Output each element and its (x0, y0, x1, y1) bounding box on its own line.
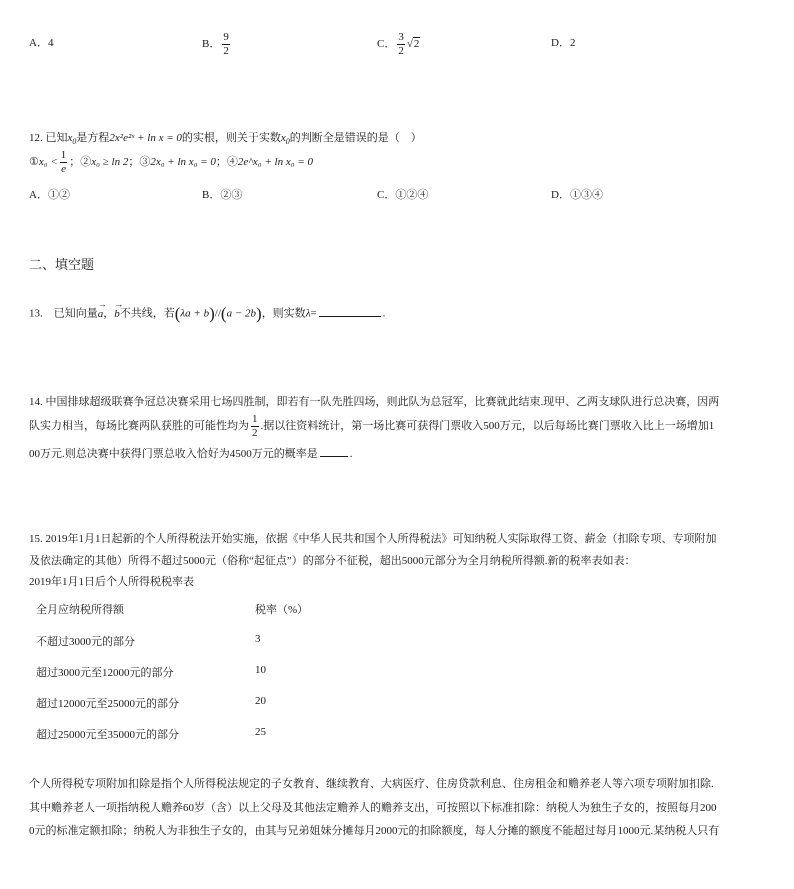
q12-sep3: ；④ (215, 156, 238, 169)
fraction-numerator: 3 (398, 31, 404, 43)
q13-mid: 不共线，若 (119, 307, 175, 320)
q12-stmt3: 2x₀ + ln x₀ = 0 (150, 156, 216, 169)
paren-close-icon: ) (209, 304, 215, 323)
q14-line1: 14. 中国排球超级联赛争冠总决赛采用七场四胜制，即若有一队先胜四场，则此队为总冠军，比赛就此结束.现甲、乙两支球队进行总决赛，因两 (29, 396, 720, 408)
q13-sep: ， (103, 307, 115, 320)
q12-var-x0: $x_0$ (67, 132, 77, 147)
table-row-rate: 25 (255, 726, 266, 738)
sqrt-icon: √ (406, 38, 413, 51)
arrow-icon: → (114, 298, 124, 309)
q12-sep2: ；③ (128, 156, 151, 169)
q13-lambda: λ (305, 307, 311, 320)
q12-stem-suffix: 的实根，则关于实数 (181, 132, 281, 144)
q12-stem-end: 的判断全是错误的是（ ） (289, 132, 422, 144)
q14-half-fraction (251, 414, 259, 439)
paren-open-icon: ( (220, 304, 227, 323)
q12-option-b: B．②③ (202, 189, 243, 201)
q15-para-line1: 个人所得税专项附加扣除是指个人所得税法规定的子女教育、继续教育、大病医疗、住房贷款利息、住房租金和赡养老人等六项专项附加扣除. (29, 778, 714, 790)
answer-blank[interactable] (320, 456, 348, 457)
q13-end: . (382, 307, 386, 320)
q12-option-d: D．①③④ (551, 189, 603, 201)
vector-b (114, 298, 124, 320)
q14-line3-pre: 00万元.则总决赛中获得门票总收入恰好为4500万元的概率是 (29, 448, 318, 460)
table-row-range: 不超过3000元的部分 (36, 636, 135, 648)
q12-equation: 2x²e²ˣ + ln x = 0 (109, 132, 182, 144)
q12-stem-mid: 是方程 (76, 132, 110, 144)
section-title: 二、填空题 (29, 257, 95, 272)
answer-blank[interactable] (319, 316, 381, 317)
table-row-range: 超过25000元至35000元的部分 (36, 729, 179, 741)
arrow-icon: → (97, 298, 107, 309)
fraction-denominator: 2 (398, 45, 404, 57)
fraction-numerator: 1 (60, 149, 67, 161)
q15-para-line3: 0元的标准定额扣除；纳税人为非独生子女的，由其与兄弟姐妹分摊每月2000元的扣除额度，每人分摊的额度不能超过每月1000元.某纳税人只有 (29, 825, 720, 837)
q11-option-c-label: C． (377, 38, 396, 51)
q13-parallel: // (214, 307, 221, 320)
q13-expr1: λa + b (180, 307, 210, 320)
table-row-range: 超过3000元至12000元的部分 (36, 667, 174, 679)
q11-option-b (202, 32, 232, 57)
fraction-numerator: 9 (223, 31, 229, 43)
fraction-denominator: 2 (252, 427, 258, 439)
paren-close-icon: ) (256, 304, 262, 323)
q12-sep1: ；② (69, 156, 92, 169)
q12-stmt1-lhs: x₀ < (38, 156, 58, 169)
q11-option-d: D．2 (551, 37, 576, 49)
q12-option-c: C．①②④ (377, 189, 429, 201)
q12-stmt4: 2e^x₀ + ln x₀ = 0 (237, 156, 313, 169)
vector-b-label: b (114, 307, 120, 320)
q11-option-b-fraction (222, 32, 230, 57)
q12-option-a: A．①② (29, 189, 70, 201)
q11-option-b-label: B． (202, 38, 221, 51)
q12-stmt2: x₀ ≥ ln 2 (91, 156, 129, 169)
q13-eq: = (310, 307, 317, 320)
vector-a-label: a (97, 307, 104, 320)
q14-line3 (29, 445, 353, 461)
q14-line2-post: .据以往资料统计，第一场比赛可获得门票收入500万元，以后每场比赛门票收入比上一场增加1 (260, 420, 715, 433)
q12-stem (29, 129, 422, 146)
q15-line2: 及依法确定的其他）所得不超过5000元（俗称“起征点”）的部分不征税，超出5000元部分为全月纳税所得额.新的税率表如表： (29, 555, 636, 567)
var-x: x (67, 132, 73, 144)
q12-stmt1-fraction (60, 150, 68, 175)
fraction-denominator: e (61, 163, 66, 175)
table-row-rate: 10 (255, 664, 266, 676)
q11-option-c (377, 32, 420, 57)
q13-expr2: a − 2b (226, 307, 257, 320)
q15-line1: 15. 2019年1月1日起新的个人所得税法开始实施，依据《中华人民共和国个人所得税法》可知纳税人实际取得工资、薪金（扣除专项、专项附加 (29, 533, 717, 545)
table-row-range: 超过12000元至25000元的部分 (36, 698, 179, 710)
sqrt-radicand: 2 (413, 38, 420, 51)
q13-stem (29, 298, 386, 324)
q13-suffix: ，则实数 (261, 307, 306, 320)
q12-var-x0-2: $x_0$ (280, 132, 290, 147)
q15-para-line2: 其中赡养老人一项指纳税人赡养60岁（含）以上父母及其他法定赡养人的赡养支出，可按照以下标准扣除：纳税人为独生子女的，按照每月200 (29, 802, 717, 814)
q15-table-title: 2019年1月1日后个人所得税税率表 (29, 576, 194, 588)
q12-statements (29, 150, 313, 175)
table-row-rate: 3 (255, 633, 261, 645)
paren-open-icon: ( (174, 304, 181, 323)
table-header-rate: 税率（%） (255, 604, 309, 616)
q11-option-c-fraction (397, 32, 405, 57)
q12-stem-prefix: 12. 已知 (29, 132, 68, 144)
q14-line3-end: . (349, 448, 353, 460)
vector-a (97, 298, 107, 320)
table-row-rate: 20 (255, 695, 266, 707)
q13-prefix: 13. 已知向量 (29, 307, 98, 320)
q14-line2-pre: 队实力相当，每场比赛两队获胜的可能性均为 (29, 420, 249, 433)
fraction-numerator: 1 (252, 413, 258, 425)
fraction-denominator: 2 (223, 45, 229, 57)
q12-stmt1-mark: ① (29, 156, 39, 169)
q11-option-a: A．4 (29, 37, 54, 49)
table-header-income: 全月应纳税所得额 (36, 604, 124, 616)
q14-line2 (29, 414, 714, 439)
